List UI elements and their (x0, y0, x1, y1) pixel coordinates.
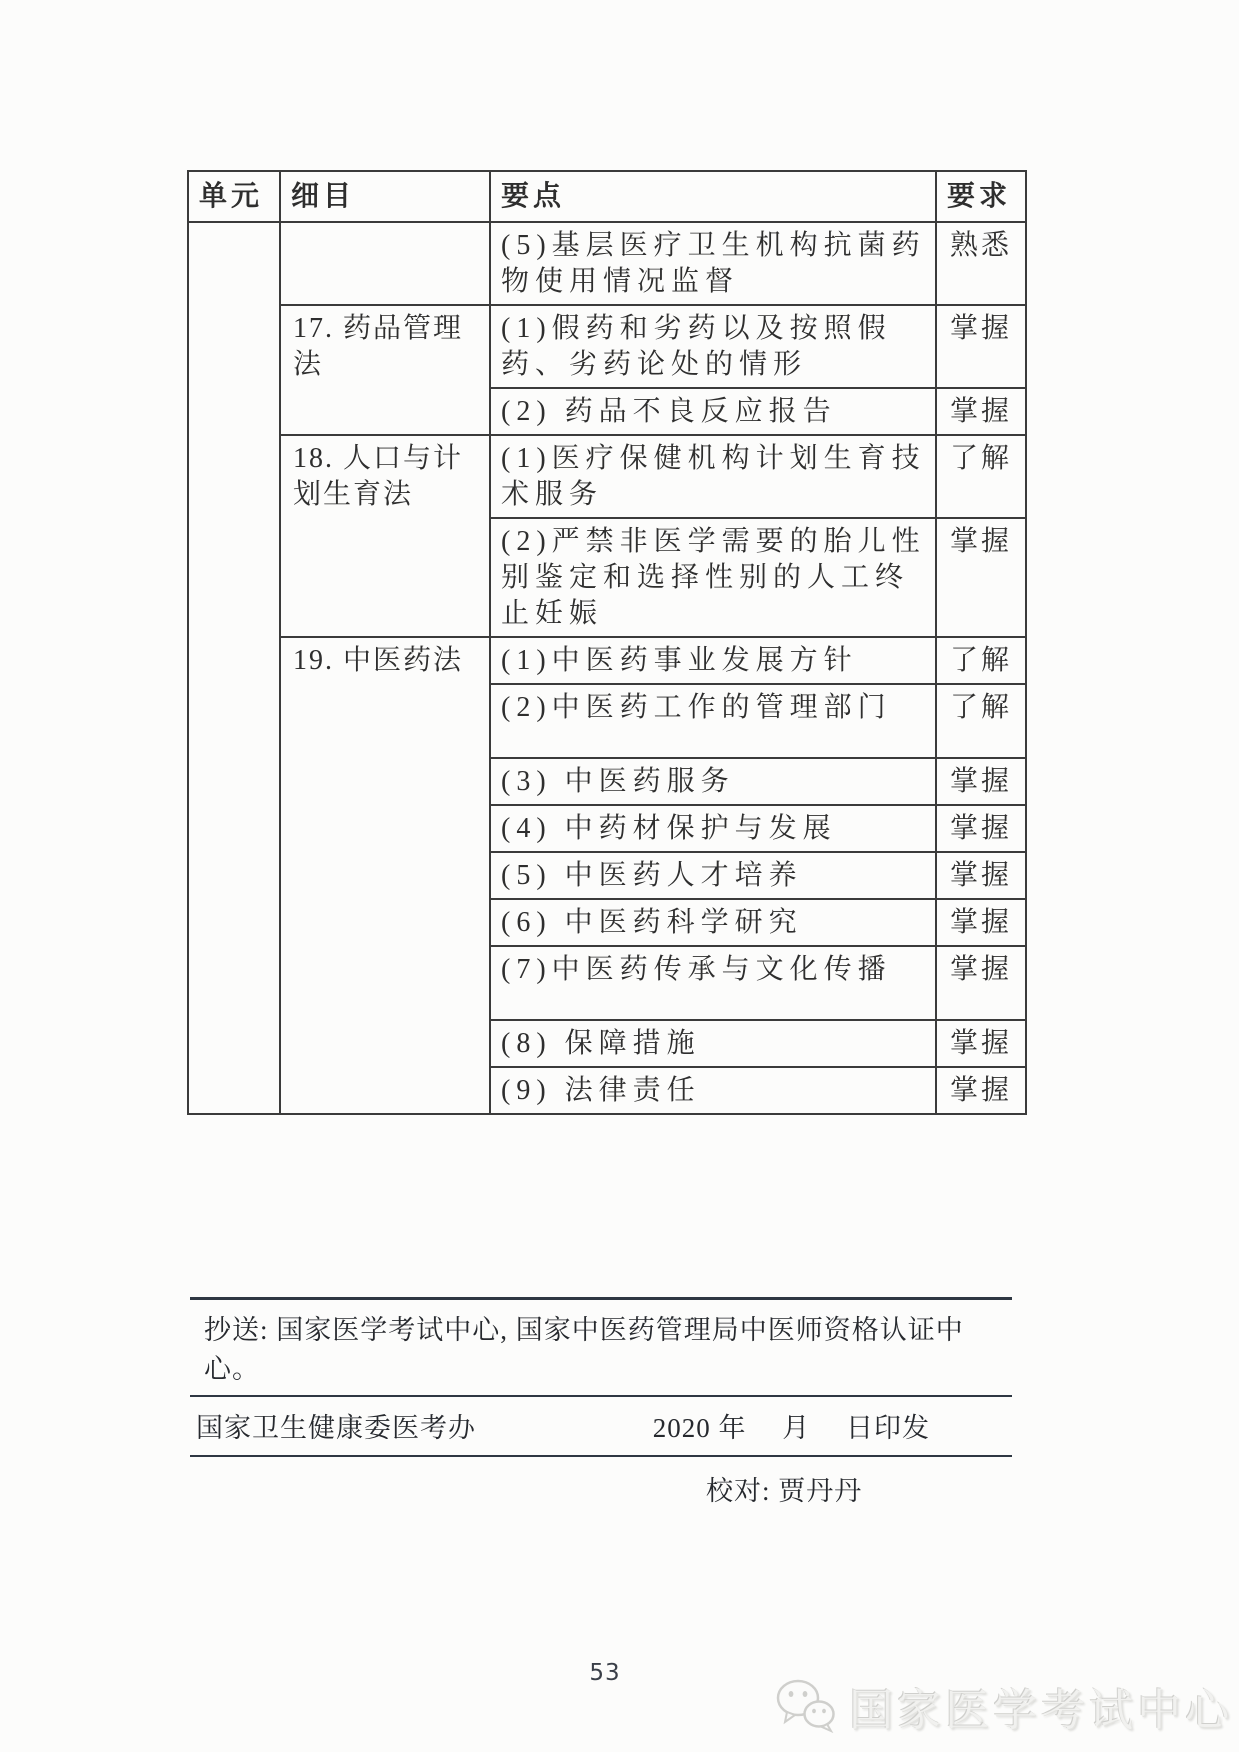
detail-cell: 19. 中医药法 (280, 637, 490, 1114)
requirement-cell: 了解 (936, 684, 1026, 758)
requirement-cell: 掌握 (936, 1067, 1026, 1114)
table-row (188, 637, 1026, 684)
syllabus-table (187, 170, 1027, 1115)
header-requirement: 要求 (936, 171, 1026, 222)
point-cell: (4) 中药材保护与发展 (490, 805, 936, 852)
document-footer (190, 1297, 1012, 1512)
requirement-cell: 掌握 (936, 852, 1026, 899)
wechat-icon (775, 1678, 837, 1734)
page-number: 53 (589, 1660, 621, 1686)
point-cell: (6) 中医药科学研究 (490, 899, 936, 946)
point-cell: (3) 中医药服务 (490, 758, 936, 805)
issuer-line (190, 1397, 1012, 1455)
point-cell: (1)假药和劣药以及按照假药、劣药论处的情形 (490, 305, 936, 388)
header-unit: 单元 (188, 171, 280, 222)
requirement-cell: 掌握 (936, 305, 1026, 388)
issuer-name: 国家卫生健康委医考办 (196, 1413, 476, 1443)
detail-cell: 18. 人口与计划生育法 (280, 435, 490, 637)
point-cell: (2)严禁非医学需要的胎儿性别鉴定和选择性别的人工终止妊娠 (490, 518, 936, 637)
point-cell: (8) 保障措施 (490, 1020, 936, 1067)
issue-date: 2020 年 月 日印发 (652, 1413, 930, 1443)
point-cell: (2) 药品不良反应报告 (490, 388, 936, 435)
table-header-row (188, 171, 1026, 222)
header-points: 要点 (490, 171, 936, 222)
requirement-cell: 掌握 (936, 946, 1026, 1020)
cc-line: 抄送: 国家医学考试中心, 国家中医药管理局中医师资格认证中心。 (204, 1315, 964, 1384)
point-cell: (5)基层医疗卫生机构抗菌药物使用情况监督 (490, 222, 936, 305)
table-row (188, 305, 1026, 388)
header-detail: 细目 (280, 171, 490, 222)
unit-cell (188, 222, 280, 1114)
watermark (775, 1674, 1233, 1738)
point-cell: (5) 中医药人才培养 (490, 852, 936, 899)
detail-cell: 17. 药品管理法 (280, 305, 490, 435)
requirement-cell: 掌握 (936, 758, 1026, 805)
point-cell: (1)中医药事业发展方针 (490, 637, 936, 684)
table-row (188, 435, 1026, 518)
proofreader-line: 校对: 贾丹丹 (706, 1476, 863, 1506)
watermark-label: 国家医学考试中心 (849, 1686, 1233, 1735)
requirement-cell: 掌握 (936, 805, 1026, 852)
requirement-cell: 熟悉 (936, 222, 1026, 305)
requirement-cell: 了解 (936, 637, 1026, 684)
requirement-cell: 了解 (936, 435, 1026, 518)
requirement-cell: 掌握 (936, 1020, 1026, 1067)
point-cell: (7)中医药传承与文化传播 (490, 946, 936, 1020)
detail-cell (280, 222, 490, 305)
point-cell: (2)中医药工作的管理部门 (490, 684, 936, 758)
requirement-cell: 掌握 (936, 899, 1026, 946)
requirement-cell: 掌握 (936, 388, 1026, 435)
point-cell: (1)医疗保健机构计划生育技术服务 (490, 435, 936, 518)
requirement-cell: 掌握 (936, 518, 1026, 637)
table-row (188, 222, 1026, 305)
point-cell: (9) 法律责任 (490, 1067, 936, 1114)
